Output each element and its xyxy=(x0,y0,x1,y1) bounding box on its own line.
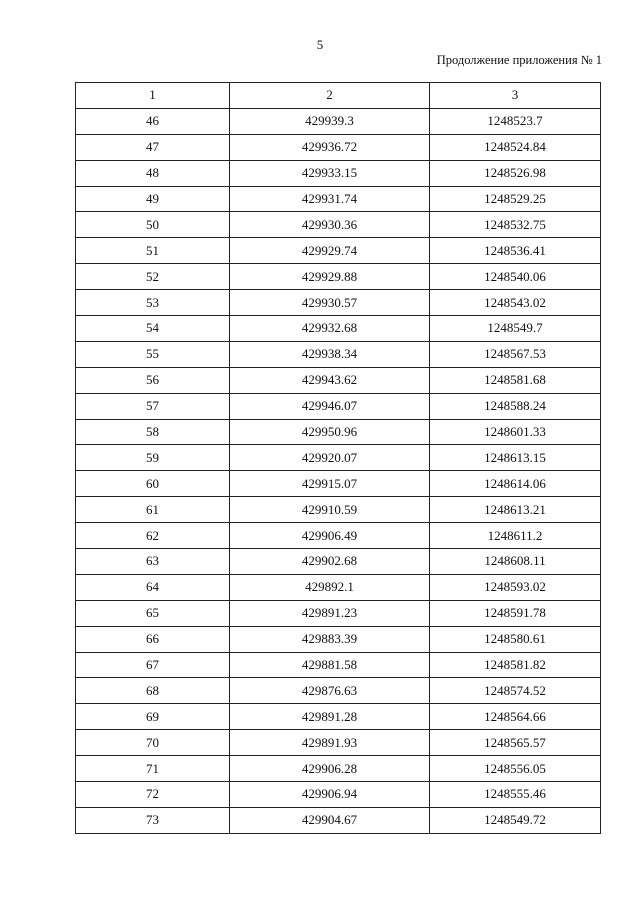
table-row xyxy=(76,549,601,575)
column-header: 2 xyxy=(230,83,430,109)
page-number: 5 xyxy=(316,37,324,52)
table-row xyxy=(76,807,601,833)
point-number-cell: 72 xyxy=(76,782,230,808)
point-number-cell: 69 xyxy=(76,704,230,730)
point-number-cell: 47 xyxy=(76,134,230,160)
x-coordinate-cell: 429946.07 xyxy=(230,393,430,419)
y-coordinate-cell: 1248601.33 xyxy=(430,419,601,445)
y-coordinate-cell: 1248574.52 xyxy=(430,678,601,704)
table-row xyxy=(76,523,601,549)
y-coordinate-cell: 1248536.41 xyxy=(430,238,601,264)
point-number-cell: 50 xyxy=(76,212,230,238)
point-number-cell: 68 xyxy=(76,678,230,704)
y-coordinate-cell: 1248564.66 xyxy=(430,704,601,730)
x-coordinate-cell: 429950.96 xyxy=(230,419,430,445)
point-number-cell: 62 xyxy=(76,523,230,549)
x-coordinate-cell: 429883.39 xyxy=(230,626,430,652)
point-number-cell: 55 xyxy=(76,341,230,367)
column-header: 3 xyxy=(430,83,601,109)
y-coordinate-cell: 1248529.25 xyxy=(430,186,601,212)
x-coordinate-cell: 429906.28 xyxy=(230,756,430,782)
x-coordinate-cell: 429915.07 xyxy=(230,471,430,497)
table-row xyxy=(76,134,601,160)
point-number-cell: 48 xyxy=(76,160,230,186)
table-row xyxy=(76,574,601,600)
point-number-cell: 58 xyxy=(76,419,230,445)
x-coordinate-cell: 429920.07 xyxy=(230,445,430,471)
x-coordinate-cell: 429931.74 xyxy=(230,186,430,212)
table-row xyxy=(76,782,601,808)
x-coordinate-cell: 429891.23 xyxy=(230,600,430,626)
table-row xyxy=(76,341,601,367)
y-coordinate-cell: 1248523.7 xyxy=(430,108,601,134)
point-number-cell: 70 xyxy=(76,730,230,756)
point-number-cell: 52 xyxy=(76,264,230,290)
y-coordinate-cell: 1248549.7 xyxy=(430,316,601,342)
x-coordinate-cell: 429929.88 xyxy=(230,264,430,290)
x-coordinate-cell: 429933.15 xyxy=(230,160,430,186)
table-row xyxy=(76,367,601,393)
point-number-cell: 61 xyxy=(76,497,230,523)
x-coordinate-cell: 429876.63 xyxy=(230,678,430,704)
x-coordinate-cell: 429881.58 xyxy=(230,652,430,678)
table-row xyxy=(76,704,601,730)
y-coordinate-cell: 1248567.53 xyxy=(430,341,601,367)
table-row xyxy=(76,626,601,652)
x-coordinate-cell: 429936.72 xyxy=(230,134,430,160)
x-coordinate-cell: 429938.34 xyxy=(230,341,430,367)
y-coordinate-cell: 1248580.61 xyxy=(430,626,601,652)
y-coordinate-cell: 1248581.82 xyxy=(430,652,601,678)
y-coordinate-cell: 1248611.2 xyxy=(430,523,601,549)
point-number-cell: 56 xyxy=(76,367,230,393)
x-coordinate-cell: 429929.74 xyxy=(230,238,430,264)
table-row xyxy=(76,600,601,626)
y-coordinate-cell: 1248526.98 xyxy=(430,160,601,186)
x-coordinate-cell: 429902.68 xyxy=(230,549,430,575)
x-coordinate-cell: 429906.94 xyxy=(230,782,430,808)
point-number-cell: 46 xyxy=(76,108,230,134)
x-coordinate-cell: 429910.59 xyxy=(230,497,430,523)
y-coordinate-cell: 1248588.24 xyxy=(430,393,601,419)
y-coordinate-cell: 1248593.02 xyxy=(430,574,601,600)
y-coordinate-cell: 1248532.75 xyxy=(430,212,601,238)
x-coordinate-cell: 429891.93 xyxy=(230,730,430,756)
table-row xyxy=(76,264,601,290)
table-row xyxy=(76,678,601,704)
coordinates-table xyxy=(75,82,601,834)
x-coordinate-cell: 429943.62 xyxy=(230,367,430,393)
point-number-cell: 59 xyxy=(76,445,230,471)
x-coordinate-cell: 429904.67 xyxy=(230,807,430,833)
table-row xyxy=(76,238,601,264)
point-number-cell: 71 xyxy=(76,756,230,782)
table-row xyxy=(76,160,601,186)
y-coordinate-cell: 1248555.46 xyxy=(430,782,601,808)
x-coordinate-cell: 429932.68 xyxy=(230,316,430,342)
y-coordinate-cell: 1248613.15 xyxy=(430,445,601,471)
x-coordinate-cell: 429939.3 xyxy=(230,108,430,134)
table-header-row xyxy=(76,83,601,109)
table-row xyxy=(76,756,601,782)
y-coordinate-cell: 1248543.02 xyxy=(430,290,601,316)
point-number-cell: 66 xyxy=(76,626,230,652)
table-row xyxy=(76,393,601,419)
appendix-caption: Продолжение приложения № 1 xyxy=(436,53,602,67)
x-coordinate-cell: 429892.1 xyxy=(230,574,430,600)
x-coordinate-cell: 429930.57 xyxy=(230,290,430,316)
table-row xyxy=(76,471,601,497)
point-number-cell: 67 xyxy=(76,652,230,678)
y-coordinate-cell: 1248614.06 xyxy=(430,471,601,497)
point-number-cell: 64 xyxy=(76,574,230,600)
table-row xyxy=(76,652,601,678)
y-coordinate-cell: 1248608.11 xyxy=(430,549,601,575)
y-coordinate-cell: 1248549.72 xyxy=(430,807,601,833)
table-row xyxy=(76,730,601,756)
table-row xyxy=(76,108,601,134)
point-number-cell: 60 xyxy=(76,471,230,497)
point-number-cell: 73 xyxy=(76,807,230,833)
point-number-cell: 57 xyxy=(76,393,230,419)
point-number-cell: 49 xyxy=(76,186,230,212)
point-number-cell: 63 xyxy=(76,549,230,575)
table-row xyxy=(76,186,601,212)
point-number-cell: 51 xyxy=(76,238,230,264)
x-coordinate-cell: 429891.28 xyxy=(230,704,430,730)
y-coordinate-cell: 1248524.84 xyxy=(430,134,601,160)
x-coordinate-cell: 429930.36 xyxy=(230,212,430,238)
point-number-cell: 53 xyxy=(76,290,230,316)
table-row xyxy=(76,316,601,342)
y-coordinate-cell: 1248581.68 xyxy=(430,367,601,393)
x-coordinate-cell: 429906.49 xyxy=(230,523,430,549)
table-row xyxy=(76,290,601,316)
table-row xyxy=(76,212,601,238)
y-coordinate-cell: 1248565.57 xyxy=(430,730,601,756)
table-row xyxy=(76,445,601,471)
y-coordinate-cell: 1248591.78 xyxy=(430,600,601,626)
y-coordinate-cell: 1248613.21 xyxy=(430,497,601,523)
table-row xyxy=(76,497,601,523)
point-number-cell: 65 xyxy=(76,600,230,626)
point-number-cell: 54 xyxy=(76,316,230,342)
table-row xyxy=(76,419,601,445)
y-coordinate-cell: 1248556.05 xyxy=(430,756,601,782)
column-header: 1 xyxy=(76,83,230,109)
y-coordinate-cell: 1248540.06 xyxy=(430,264,601,290)
